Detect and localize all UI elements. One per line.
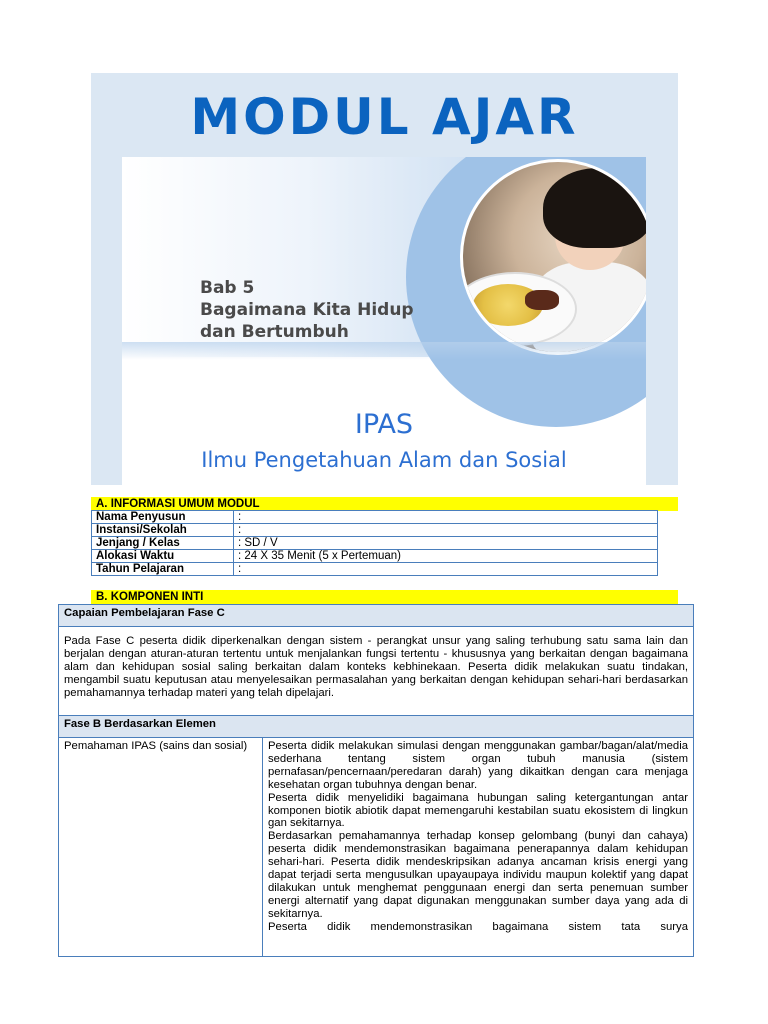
info-value: :	[234, 511, 658, 524]
chapter-title	[200, 277, 414, 343]
subject-name: Ilmu Pengetahuan Alam dan Sosial	[201, 448, 567, 472]
section-b-heading: B. KOMPONEN INTI	[91, 590, 678, 604]
chapter-number: Bab 5	[200, 278, 255, 298]
element-name: Pemahaman IPAS (sains dan sosial)	[59, 738, 263, 957]
general-info-table	[91, 510, 658, 576]
info-value: : SD / V	[234, 537, 658, 550]
chapter-title-line-2: dan Bertumbuh	[200, 322, 349, 342]
table-row	[92, 524, 658, 537]
table-row	[92, 550, 658, 563]
info-label: Tahun Pelajaran	[92, 563, 234, 576]
core-component-table	[58, 604, 694, 957]
table-row	[59, 627, 694, 716]
capaian-text: Pada Fase C peserta didik diperkenalkan dengan sistem - perangkat unsur yang saling terhubung satu sama lain dan berjalan dengan aturan-aturan tertentu untuk menjalankan fungsi tertentu - khususnya yang berkaitan dengan bagaimana alam dan kehidupan sosial saling berkaitan dalam konteks kebhinekaan. Peserta didik melakukan suatu tindakan, mengambil suatu keputusan atau menyelesaikan permasalahan yang berkaitan dengan kehidupan sehari-hari berdasarkan pemahamannya terhadap materi yang telah dipelajari.	[64, 635, 688, 699]
element-paragraph: Berdasarkan pemahamannya terhadap konsep gelombang (bunyi dan cahaya) peserta didik mendemonstrasikan bagaimana penerapannya dalam kehidupan sehari-hari. Peserta didik mendeskripsikan adanya ancaman krisis energi yang dapat terjadi serta mengusulkan upayaupaya individu maupun kolektif yang dapat dilakukan untuk menghemat penggunaan energi dan serta penemuan sumber energi alternatif yang dapat digunakan menggunakan sumber daya yang ada di sekitarnya.	[268, 830, 688, 920]
capaian-header: Capaian Pembelajaran Fase C	[59, 605, 694, 627]
info-label: Nama Penyusun	[92, 511, 234, 524]
element-paragraph: Peserta didik melakukan simulasi dengan menggunakan gambar/bagan/alat/media sederhana tentang sistem organ tubuh manusia (sistem pernafasan/pencernaan/peredaran darah) yang dikaitkan dengan cara menjaga kesehatan organ tubuhnya dengan benar.	[268, 740, 688, 791]
child-eating-photo	[460, 159, 646, 355]
fase-header: Fase B Berdasarkan Elemen	[59, 716, 694, 738]
table-row	[59, 605, 694, 627]
cover-image	[122, 157, 646, 485]
element-paragraph: Peserta didik menyelidiki bagaimana hubungan saling ketergantungan antar komponen biotik abiotik dapat memengaruhi kestabilan suatu ekosistem di lingkun gan sekitarnya.	[268, 791, 688, 830]
element-description	[263, 738, 694, 957]
module-title: MODUL AJAR	[190, 88, 579, 146]
info-label: Jenjang / Kelas	[92, 537, 234, 550]
table-row	[59, 738, 694, 957]
subject-code: IPAS	[354, 409, 414, 440]
cover-banner	[91, 73, 678, 485]
table-row	[59, 716, 694, 738]
info-value: : 24 X 35 Menit (5 x Pertemuan)	[234, 550, 658, 563]
info-label: Alokasi Waktu	[92, 550, 234, 563]
table-row	[92, 537, 658, 550]
info-value: :	[234, 524, 658, 537]
chapter-title-line-1: Bagaimana Kita Hidup	[200, 300, 414, 320]
info-value: :	[234, 563, 658, 576]
table-row	[92, 511, 658, 524]
element-paragraph: Peserta didik mendemonstrasikan bagaimana sistem tata surya	[268, 920, 688, 933]
info-label: Instansi/Sekolah	[92, 524, 234, 537]
section-a-heading: A. INFORMASI UMUM MODUL	[91, 497, 678, 511]
table-row	[92, 563, 658, 576]
